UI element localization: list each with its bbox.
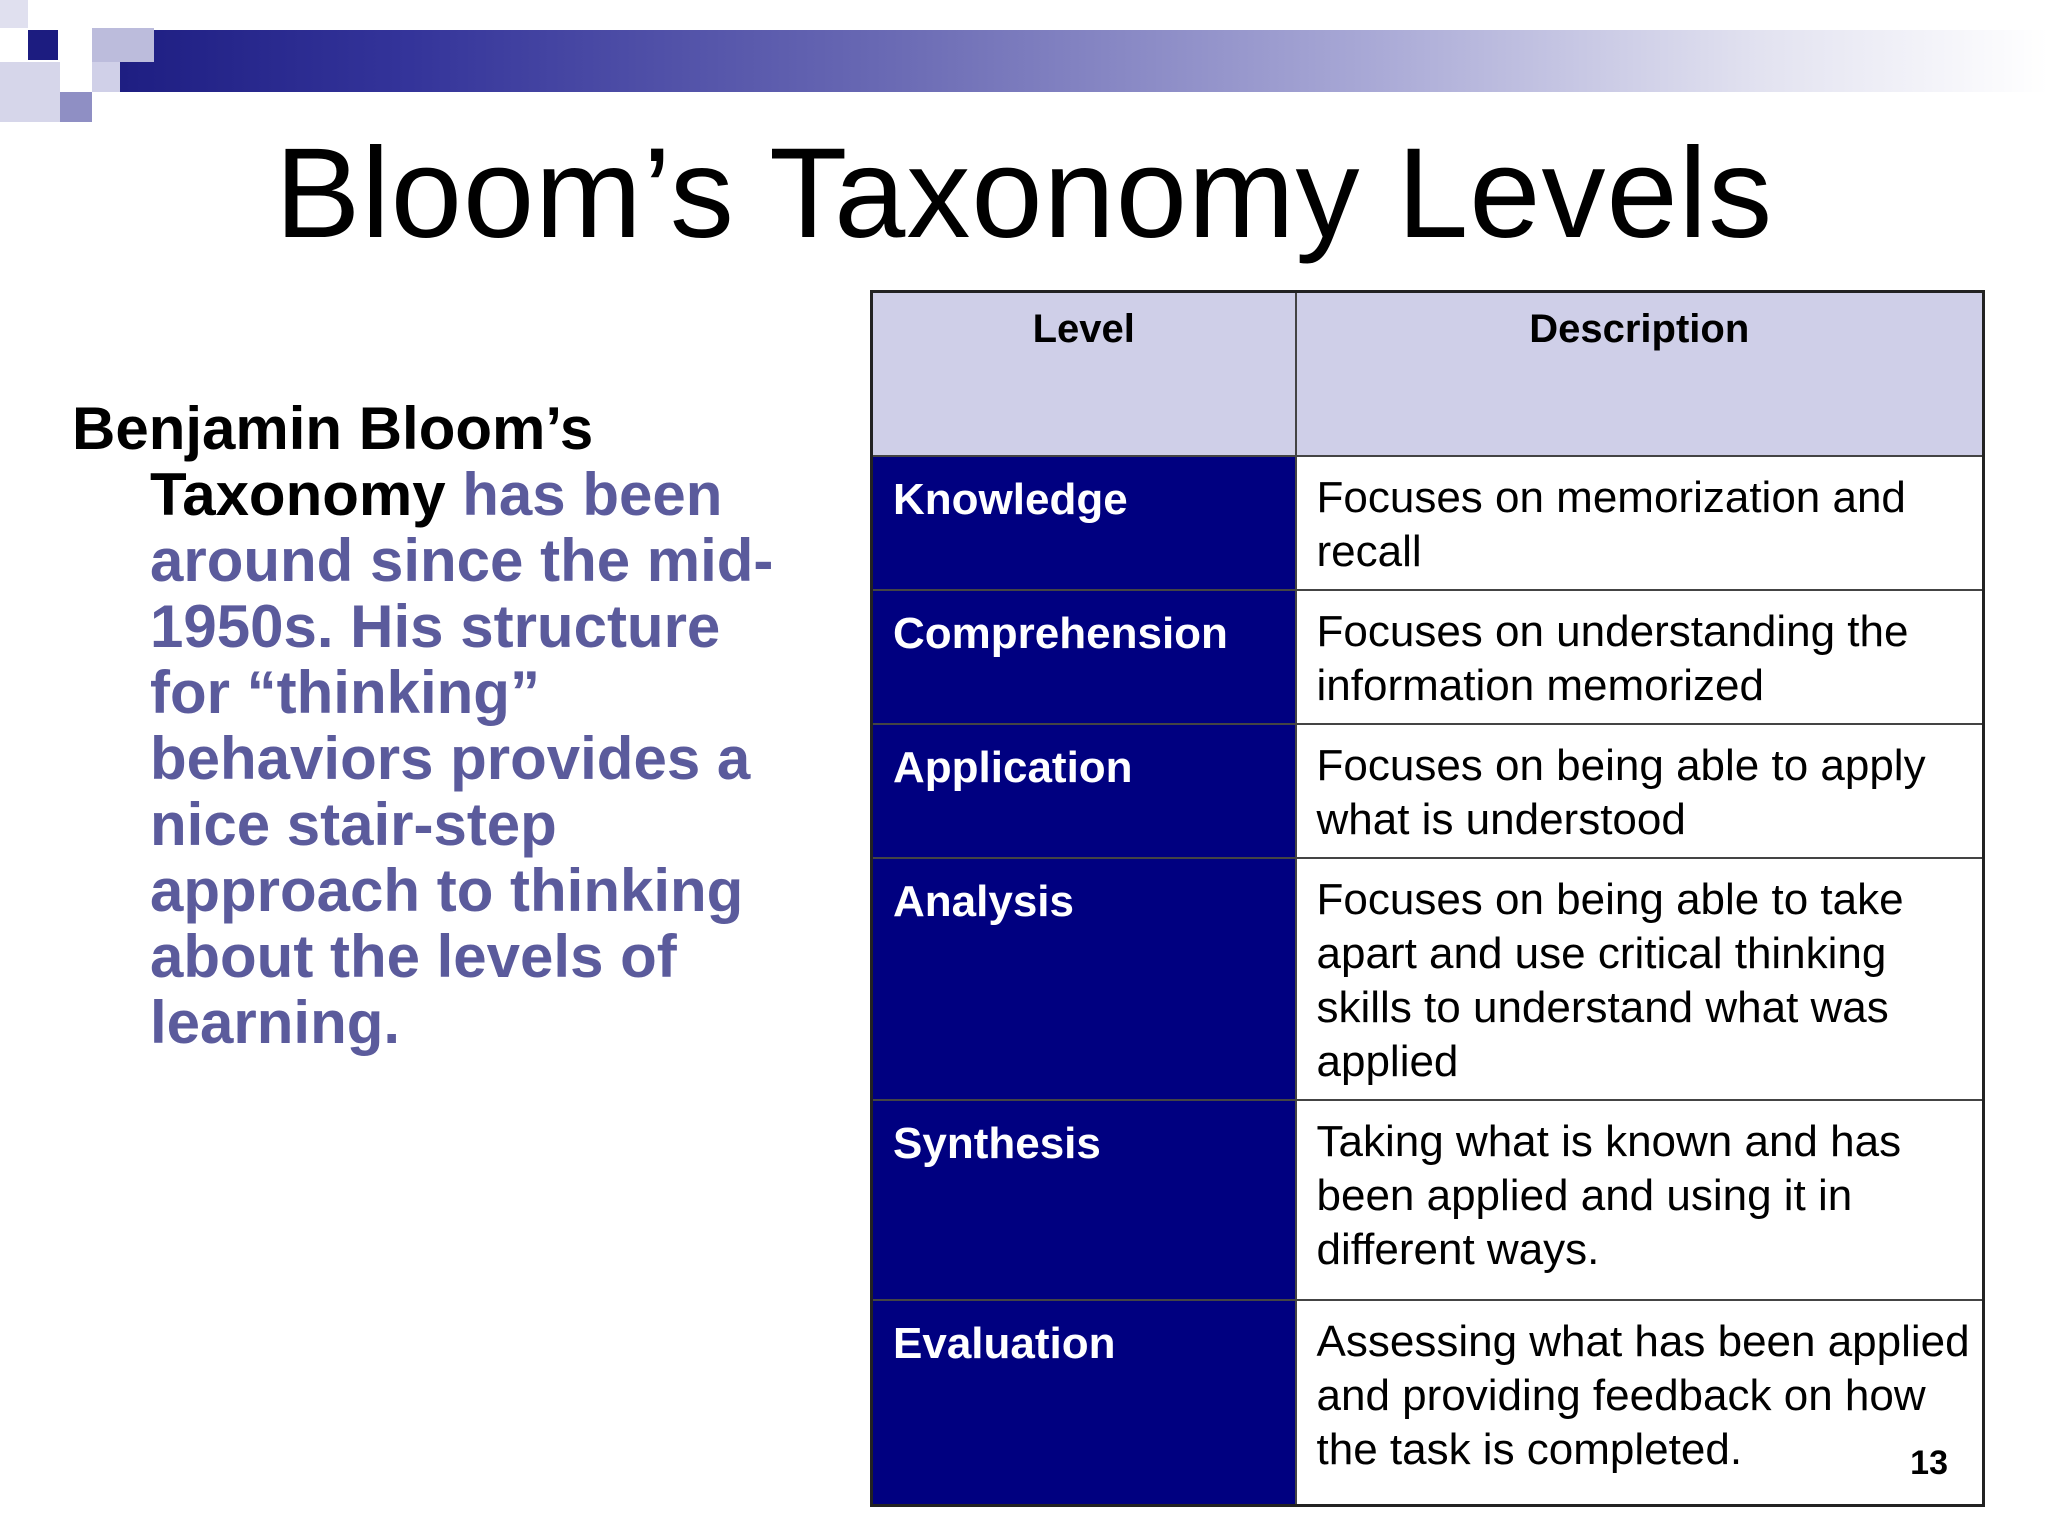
- table-header-row: [872, 292, 1984, 456]
- description-cell: Focuses on being able to take apart and use critical thinking skills to understand what was applied: [1296, 858, 1984, 1100]
- level-cell: Synthesis: [872, 1100, 1296, 1300]
- intro-paragraph: [72, 396, 792, 1056]
- level-cell: Application: [872, 724, 1296, 858]
- intro-lead: Benjamin Bloom’s Taxonomy: [72, 395, 594, 528]
- intro-rest: has been around since the mid-1950s. His structure for “thinking” behaviors provides a nice stair-step approach to thinking about the levels of learning.: [150, 461, 774, 1056]
- description-cell: Focuses on being able to apply what is understood: [1296, 724, 1984, 858]
- column-header-level: Level: [872, 292, 1296, 456]
- description-cell: Assessing what has been applied and providing feedback on how the task is completed.: [1296, 1300, 1984, 1506]
- level-cell: Knowledge: [872, 456, 1296, 590]
- slide-title: Bloom’s Taxonomy Levels: [274, 122, 1774, 265]
- level-cell: Comprehension: [872, 590, 1296, 724]
- description-cell: Taking what is known and has been applied and using it in different ways.: [1296, 1100, 1984, 1300]
- level-cell: Evaluation: [872, 1300, 1296, 1506]
- column-header-description: Description: [1296, 292, 1984, 456]
- decorative-square: [0, 62, 60, 122]
- top-decorative-band: [120, 30, 2048, 92]
- decorative-square: [0, 0, 28, 28]
- decorative-square: [92, 0, 154, 30]
- decorative-square: [60, 92, 92, 122]
- description-cell: Focuses on memorization and recall: [1296, 456, 1984, 590]
- table-row: [872, 456, 1984, 590]
- table-row: [872, 724, 1984, 858]
- description-cell: Focuses on understanding the information memorized: [1296, 590, 1984, 724]
- table-row: [872, 858, 1984, 1100]
- taxonomy-table: [870, 290, 1985, 1507]
- table-row: [872, 1100, 1984, 1300]
- level-cell: Analysis: [872, 858, 1296, 1100]
- table-row: [872, 1300, 1984, 1506]
- decorative-square: [92, 28, 154, 62]
- decorative-square: [28, 30, 58, 60]
- page-number: 13: [1910, 1444, 1948, 1482]
- decorative-square: [92, 62, 120, 92]
- table-row: [872, 590, 1984, 724]
